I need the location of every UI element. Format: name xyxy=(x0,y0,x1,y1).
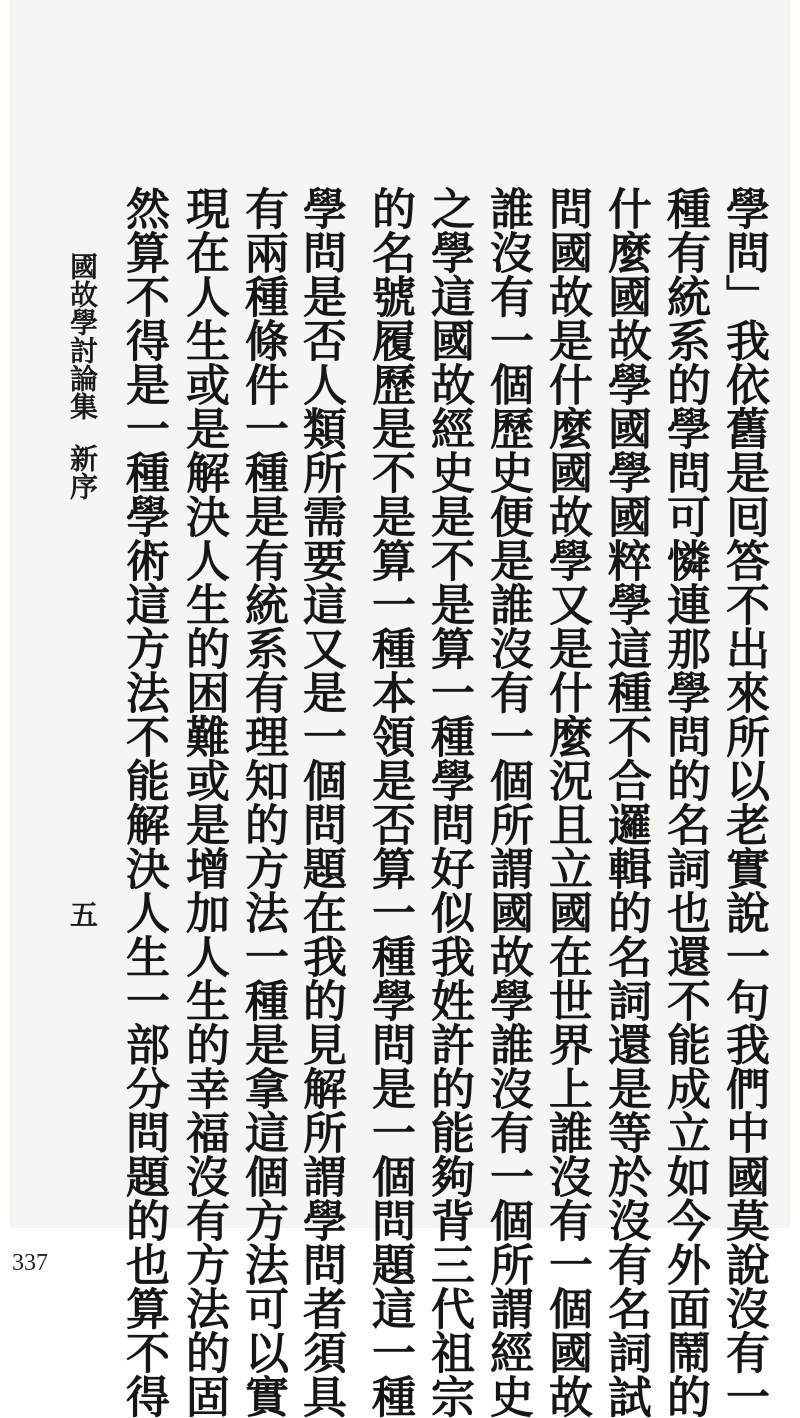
text-column-4: 問國故是什麼國故學又是什麼況且立國在世界上誰沒有一個國故 xyxy=(541,186,592,1418)
text-column-11: 然算不得是一種學術這方法不能解決人生一部分問題的也算不得 xyxy=(118,186,169,1418)
text-column-6: 之學這國故經史是不是算一種學問好似我姓許的能夠背三代祖宗 xyxy=(423,186,474,1418)
running-header xyxy=(62,252,102,500)
text-column-8: 學問是否人類所需要這又是一個問題在我的見解所謂學問者須具 xyxy=(295,186,346,1418)
page-number: 337 xyxy=(12,1250,48,1276)
text-column-2: 種有統系的學問可憐連那學問的名詞也還不能成立如今外面鬧的 xyxy=(659,186,710,1418)
text-column-3: 什麼國故學國學國粹學這種不合邏輯的名詞還是等於沒有名詞試 xyxy=(600,186,651,1418)
text-column-9: 有兩種條件一種是有統系有理知的方法一種是拿這個方法可以實 xyxy=(237,186,288,1418)
text-column-7: 的名號履歷是不是算一種本領是否算一種學問是一個問題這一種 xyxy=(364,186,415,1418)
text-column-5: 誰沒有一個歷史便是誰沒有一個所謂國故學誰沒有一個所謂經史 xyxy=(482,186,533,1418)
book-title: 國故學討論集 xyxy=(66,252,99,420)
folio-numeral: 五 xyxy=(66,900,99,928)
text-column-10: 現在人生或是解決人生的困難或是增加人生的幸福沒有方法的固 xyxy=(178,186,229,1418)
section-title: 新序 xyxy=(66,444,99,500)
text-column-1: 學問」我依舊是囘答不出來所以老實說一句我們中國莫說沒有一 xyxy=(718,186,769,1418)
